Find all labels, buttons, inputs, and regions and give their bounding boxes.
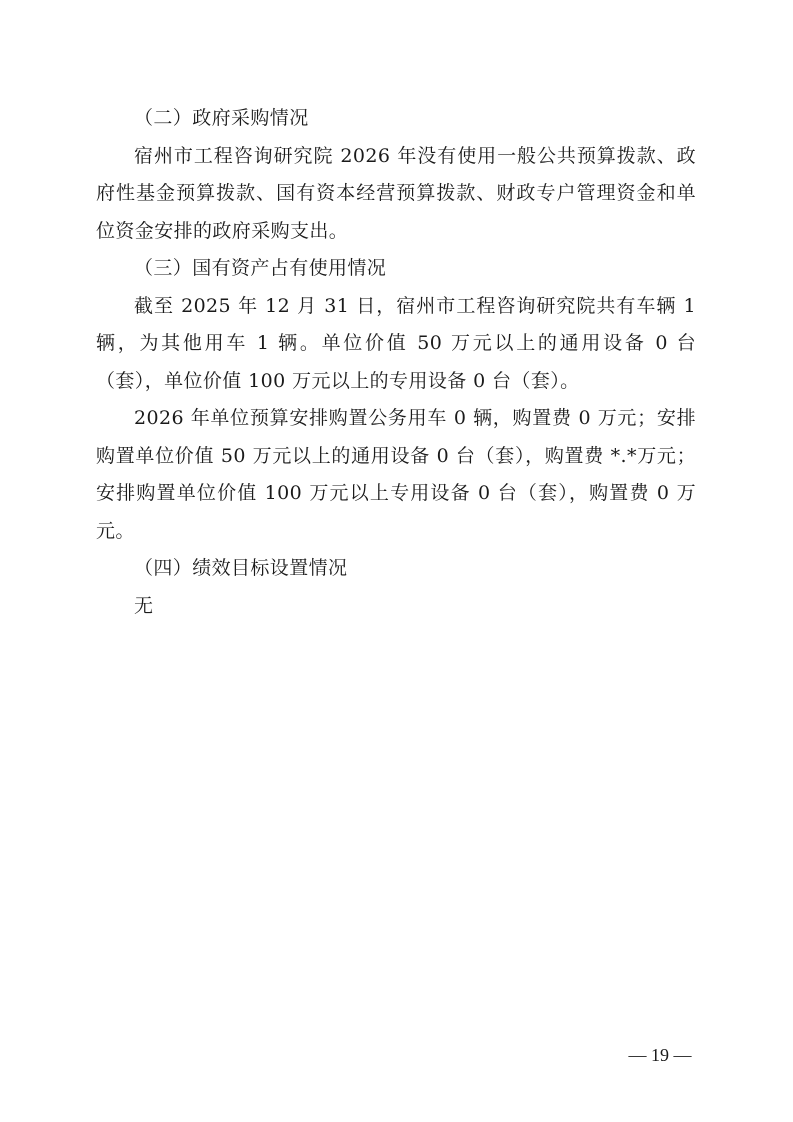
assets-paragraph-purchases: 2026 年单位预算安排购置公务用车 0 辆，购置费 0 万元；安排购置单位价值 50 万元以上的通用设备 0 台（套），购置费 *.*万元；安排购置单位价值 100 万元以上专用设备 0 台（套），购置费 0 万元。	[96, 407, 696, 542]
procurement-heading: （二）政府采购情况	[134, 107, 309, 129]
page-number: — 19 —	[628, 1045, 692, 1065]
assets-heading: （三）国有资产占有使用情况	[134, 257, 387, 279]
performance-paragraph: 无	[134, 594, 154, 617]
document-body	[96, 100, 696, 625]
assets-paragraph-vehicles: 截至 2025 年 12 月 31 日，宿州市工程咨询研究院共有车辆 1 辆，为其他用车 1 辆。单位价值 50 万元以上的通用设备 0 台（套），单位价值 100 万元以上的专用设备 0 台（套）。	[96, 294, 696, 392]
performance-heading: （四）绩效目标设置情况	[134, 557, 348, 579]
procurement-paragraph: 宿州市工程咨询研究院 2026 年没有使用一般公共预算拨款、政府性基金预算拨款、国有资本经营预算拨款、财政专户管理资金和单位资金安排的政府采购支出。	[96, 144, 696, 242]
